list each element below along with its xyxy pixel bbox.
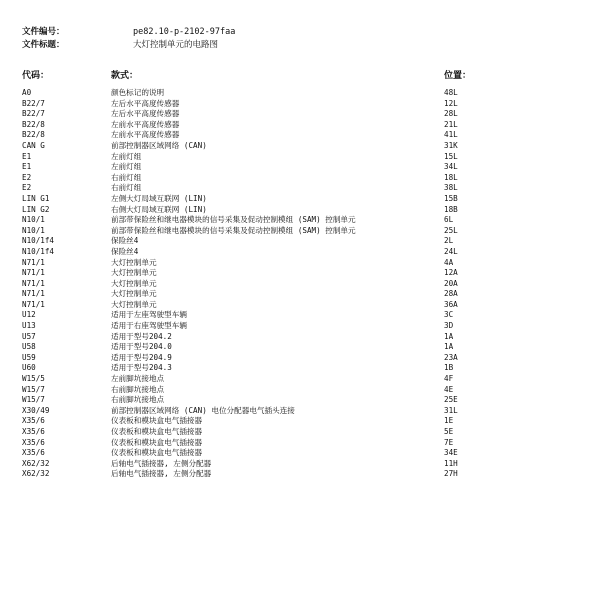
- row-description: 仪表板和模块盒电气插接器: [111, 427, 203, 436]
- row-position: 21L: [444, 119, 458, 129]
- row-position: 28L: [444, 109, 458, 119]
- row-position: 1B: [444, 363, 454, 373]
- row-description: 左后水平高度传感器: [111, 98, 180, 108]
- doc-number-value: pe82.10-p-2102-97faa: [133, 27, 236, 37]
- row-description: 前部控制器区域网络 (CAN): [111, 140, 207, 150]
- table-row: [0, 99, 599, 110]
- row-description: 左前灯组: [111, 162, 142, 172]
- row-description: 右前脚坑接地点: [111, 395, 165, 405]
- table-row: [0, 268, 599, 279]
- row-code: X30/49: [22, 405, 50, 415]
- row-description: 右前灯组: [111, 172, 142, 182]
- row-description: 大灯控制单元: [111, 299, 157, 309]
- table-row: [0, 300, 599, 311]
- row-position: 18L: [444, 172, 458, 182]
- row-code: U59: [22, 352, 36, 362]
- row-code: N71/1: [22, 257, 45, 267]
- row-position: 15B: [444, 193, 458, 203]
- row-description: 左前水平高度传感器: [111, 119, 180, 129]
- table-row: [0, 205, 599, 216]
- row-code: E2: [22, 172, 32, 182]
- row-code: N10/1f4: [22, 246, 55, 256]
- component-table: [0, 88, 599, 480]
- table-row: [0, 374, 599, 385]
- row-position: 25E: [444, 395, 458, 405]
- table-row: [0, 279, 599, 290]
- table-row: [0, 395, 599, 406]
- row-code: U13: [22, 321, 36, 331]
- table-row: [0, 194, 599, 205]
- row-code: N71/1: [22, 299, 45, 309]
- row-position: 38L: [444, 183, 458, 193]
- row-code: U12: [22, 310, 36, 320]
- table-row: [0, 321, 599, 332]
- doc-title-line: [22, 40, 422, 52]
- row-description: 大灯控制单元: [111, 257, 157, 267]
- row-position: 31L: [444, 405, 458, 415]
- row-position: 31K: [444, 140, 458, 150]
- table-row: [0, 342, 599, 353]
- row-description: 保险丝4: [111, 246, 139, 256]
- table-row: [0, 406, 599, 417]
- row-code: B22/7: [22, 109, 45, 119]
- row-description: 后轴电气插接器, 左侧分配器: [111, 458, 212, 468]
- row-position: 5E: [444, 427, 454, 436]
- doc-number-label: 文件编号：: [22, 27, 65, 37]
- row-code: B22/7: [22, 98, 45, 108]
- row-description: 前部控制器区域网络 (CAN) 电位分配器电气插头连接: [111, 405, 295, 415]
- row-position: 48L: [444, 88, 458, 97]
- table-row: [0, 215, 599, 226]
- row-description: 适用于型号204.0: [111, 342, 172, 352]
- table-row: [0, 141, 599, 152]
- row-description: 大灯控制单元: [111, 278, 157, 288]
- row-position: 1A: [444, 331, 454, 341]
- table-row: [0, 438, 599, 449]
- table-row: [0, 88, 599, 99]
- row-code: N10/1: [22, 215, 45, 225]
- row-description: 左侧大灯局域互联网 (LIN): [111, 193, 207, 203]
- row-code: W15/7: [22, 384, 45, 394]
- row-description: 适用于型号204.2: [111, 331, 172, 341]
- column-header-code: 代码：: [22, 71, 50, 81]
- row-description: 适用于左座驾驶型车辆: [111, 310, 187, 320]
- row-description: 左前灯组: [111, 151, 142, 161]
- row-description: 仪表板和模块盒电气插接器: [111, 448, 203, 458]
- row-code: N71/1: [22, 278, 45, 288]
- doc-title-label: 文件标题：: [22, 40, 65, 50]
- row-position: 20A: [444, 278, 458, 288]
- row-position: 4E: [444, 384, 454, 394]
- row-code: E2: [22, 183, 32, 193]
- row-position: 11H: [444, 458, 458, 468]
- row-code: X35/6: [22, 427, 45, 436]
- table-row: [0, 363, 599, 374]
- row-code: B22/8: [22, 119, 45, 129]
- row-description: 适用于右座驾驶型车辆: [111, 321, 187, 331]
- row-code: LIN G2: [22, 204, 50, 214]
- table-row: [0, 310, 599, 321]
- row-position: 2L: [444, 236, 454, 246]
- row-position: 23A: [444, 352, 458, 362]
- table-row: [0, 120, 599, 131]
- row-position: 28A: [444, 289, 458, 299]
- row-position: 3C: [444, 310, 454, 320]
- row-description: 大灯控制单元: [111, 289, 157, 299]
- row-position: 34L: [444, 162, 458, 172]
- table-row: [0, 236, 599, 247]
- row-position: 12L: [444, 98, 458, 108]
- row-position: 4F: [444, 374, 454, 384]
- row-code: U57: [22, 331, 36, 341]
- row-code: X62/32: [22, 458, 50, 468]
- row-description: 适用于型号204.9: [111, 352, 172, 362]
- row-description: 适用于型号204.3: [111, 363, 172, 373]
- table-row: [0, 469, 599, 480]
- row-description: 大灯控制单元: [111, 268, 157, 278]
- row-code: X35/6: [22, 416, 45, 426]
- row-description: 左前水平高度传感器: [111, 130, 180, 140]
- row-code: N71/1: [22, 289, 45, 299]
- table-row: [0, 289, 599, 300]
- row-position: 27H: [444, 469, 458, 479]
- row-code: W15/7: [22, 395, 45, 405]
- row-code: B22/8: [22, 130, 45, 140]
- table-row: [0, 258, 599, 269]
- row-code: U60: [22, 363, 36, 373]
- row-code: CAN G: [22, 140, 45, 150]
- table-row: [0, 109, 599, 120]
- row-position: 4A: [444, 257, 454, 267]
- table-row: [0, 427, 599, 438]
- row-position: 41L: [444, 130, 458, 140]
- table-row: [0, 448, 599, 459]
- row-position: 12A: [444, 268, 458, 278]
- row-code: E1: [22, 162, 32, 172]
- row-position: 36A: [444, 299, 458, 309]
- row-position: 24L: [444, 246, 458, 256]
- row-description: 右前脚坑接地点: [111, 384, 165, 394]
- row-code: W15/5: [22, 374, 45, 384]
- row-description: 右侧大灯局域互联网 (LIN): [111, 204, 207, 214]
- row-code: X35/6: [22, 448, 45, 458]
- row-description: 前部带保险丝和继电器模块的信号采集及促动控制模组 (SAM) 控制单元: [111, 215, 356, 225]
- row-code: X62/32: [22, 469, 50, 479]
- column-header-description: 款式：: [111, 71, 139, 81]
- row-position: 18B: [444, 204, 458, 214]
- row-code: N71/1: [22, 268, 45, 278]
- column-header-position: 位置：: [444, 71, 472, 81]
- row-code: LIN G1: [22, 193, 50, 203]
- row-description: 后轴电气插接器, 左侧分配器: [111, 469, 212, 479]
- row-description: 右前灯组: [111, 183, 142, 193]
- row-code: N10/1: [22, 225, 45, 235]
- table-row: [0, 130, 599, 141]
- table-row: [0, 353, 599, 364]
- row-description: 保险丝4: [111, 236, 139, 246]
- row-code: U58: [22, 342, 36, 352]
- row-code: A0: [22, 88, 32, 97]
- table-row: [0, 385, 599, 396]
- row-position: 3D: [444, 321, 454, 331]
- table-row: [0, 332, 599, 343]
- row-description: 颜色标记的说明: [111, 88, 165, 97]
- table-row: [0, 247, 599, 258]
- table-row: [0, 183, 599, 194]
- table-row: [0, 152, 599, 163]
- row-position: 7E: [444, 437, 454, 447]
- table-row: [0, 459, 599, 470]
- table-row: [0, 173, 599, 184]
- doc-title-value: 大灯控制单元的电路图: [133, 40, 219, 50]
- row-position: 6L: [444, 215, 454, 225]
- row-position: 1A: [444, 342, 454, 352]
- row-position: 25L: [444, 225, 458, 235]
- row-position: 15L: [444, 151, 458, 161]
- row-position: 34E: [444, 448, 458, 458]
- row-position: 1E: [444, 416, 454, 426]
- row-code: E1: [22, 151, 32, 161]
- row-description: 仪表板和模块盒电气插接器: [111, 416, 203, 426]
- table-row: [0, 226, 599, 237]
- row-description: 仪表板和模块盒电气插接器: [111, 437, 203, 447]
- row-description: 前部带保险丝和继电器模块的信号采集及促动控制模组 (SAM) 控制单元: [111, 225, 356, 235]
- row-description: 左后水平高度传感器: [111, 109, 180, 119]
- table-row: [0, 162, 599, 173]
- row-code: X35/6: [22, 437, 45, 447]
- row-description: 左前脚坑接地点: [111, 374, 165, 384]
- row-code: N10/1f4: [22, 236, 55, 246]
- doc-number-line: [22, 27, 422, 39]
- table-row: [0, 416, 599, 427]
